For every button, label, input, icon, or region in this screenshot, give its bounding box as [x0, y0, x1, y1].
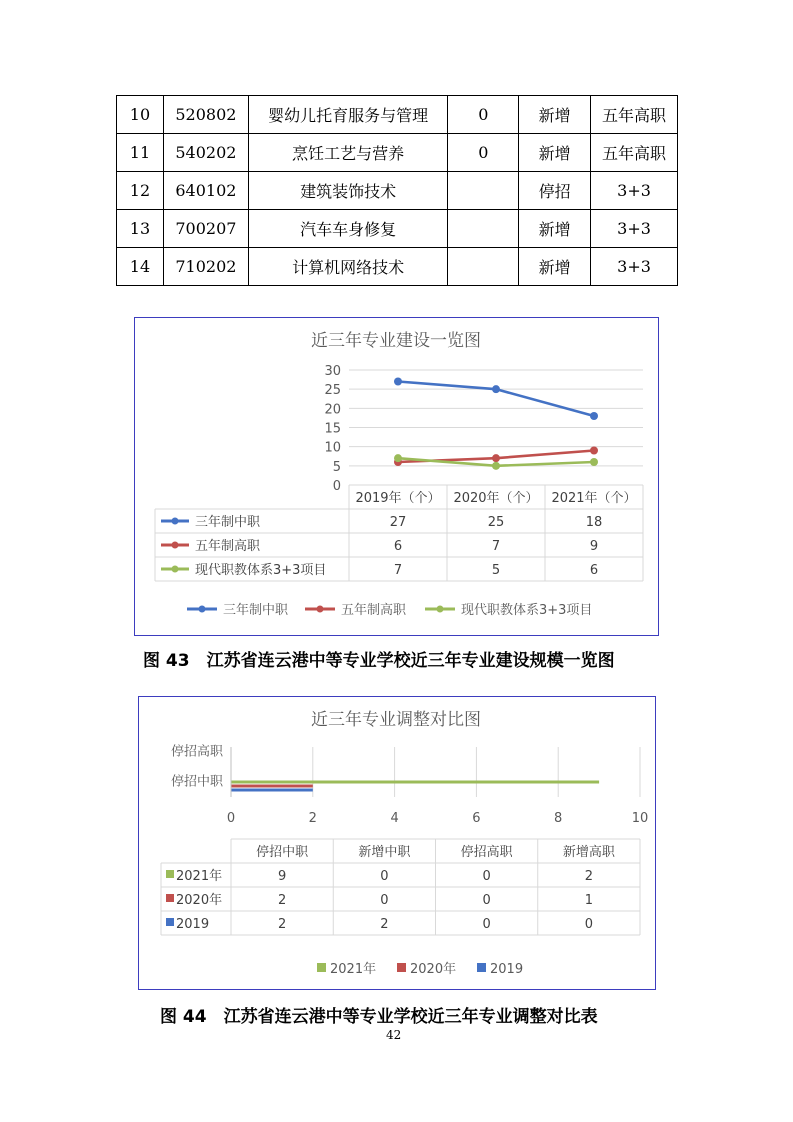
cell-program-type: 五年高职: [591, 96, 678, 134]
data-point: [492, 462, 500, 470]
legend-key-marker: [172, 518, 179, 525]
data-label: 25: [487, 515, 505, 530]
cell-major-name: 烹饪工艺与营养: [248, 134, 448, 172]
cell-major-code: 540202: [163, 134, 248, 172]
data-label: 6: [393, 539, 403, 554]
y-category-label: 停招中职: [170, 774, 223, 790]
legend-swatch: [397, 963, 406, 972]
legend-label: 2021年: [330, 962, 377, 977]
series-name: 2019: [176, 917, 210, 932]
data-label: 2: [584, 869, 594, 884]
y-category-label: 停招高职: [170, 744, 223, 760]
series-name: 现代职教体系3+3项目: [195, 563, 327, 578]
category-label: 2020年（个）: [453, 491, 539, 506]
cell-program-type: 3+3: [591, 248, 678, 286]
x-tick-label: 0: [226, 811, 236, 826]
cell-enrollment: [448, 172, 519, 210]
data-label: 18: [585, 515, 603, 530]
legend-marker: [437, 606, 444, 613]
y-tick-label: 25: [324, 383, 341, 399]
legend-key-marker: [172, 542, 179, 549]
data-label: 7: [491, 539, 501, 554]
data-point: [394, 378, 402, 386]
cell-program-type: 3+3: [591, 210, 678, 248]
legend-label: 2019: [490, 962, 524, 977]
data-label: 0: [482, 893, 491, 908]
cell-program-type: 五年高职: [591, 134, 678, 172]
cell-enrollment: [448, 248, 519, 286]
data-label: 7: [393, 563, 403, 578]
category-label: 2021年（个）: [551, 491, 637, 506]
bar: [231, 789, 313, 792]
cell-major-name: 计算机网络技术: [248, 248, 448, 286]
data-label: 0: [380, 893, 389, 908]
data-label: 2: [277, 917, 287, 932]
data-label: 9: [589, 539, 599, 554]
category-label: 新增高职: [562, 845, 615, 860]
data-label: 27: [389, 515, 407, 530]
chart-title: 近三年专业建设一览图: [311, 331, 481, 351]
data-label: 1: [584, 893, 594, 908]
chart-frame-fig43: [134, 317, 659, 636]
cell-row-index: 11: [117, 134, 164, 172]
series-name: 2021年: [176, 869, 223, 884]
data-point: [492, 385, 500, 393]
cell-change-type: 新增: [519, 210, 591, 248]
table-row: [117, 96, 678, 134]
legend-swatch: [477, 963, 486, 972]
x-tick-label: 6: [472, 811, 481, 826]
cell-enrollment: [448, 210, 519, 248]
cell-change-type: 新增: [519, 96, 591, 134]
data-point: [394, 454, 402, 462]
page-number: 42: [386, 1028, 402, 1042]
legend-label: 三年制中职: [223, 603, 289, 618]
data-label: 2: [380, 917, 389, 932]
chart-frame-fig44: [138, 696, 656, 990]
cell-major-name: 汽车车身修复: [248, 210, 448, 248]
cell-row-index: 14: [117, 248, 164, 286]
cell-row-index: 13: [117, 210, 164, 248]
category-label: 新增中职: [358, 845, 411, 860]
y-tick-label: 20: [324, 402, 341, 418]
x-tick-label: 10: [631, 811, 649, 826]
data-point: [492, 454, 500, 462]
cell-major-code: 710202: [163, 248, 248, 286]
legend-label: 五年制高职: [341, 603, 407, 618]
cell-change-type: 停招: [519, 172, 591, 210]
major-table: [116, 95, 678, 286]
figure-caption-43: 图 43 江苏省连云港中等专业学校近三年专业建设规模一览图: [143, 651, 615, 671]
cell-row-index: 12: [117, 172, 164, 210]
data-label: 5: [491, 563, 501, 578]
series-name: 2020年: [176, 893, 223, 908]
figure-caption-44: 图 44 江苏省连云港中等专业学校近三年专业调整对比表: [160, 1007, 598, 1027]
y-tick-label: 5: [332, 459, 341, 475]
cell-enrollment: 0: [448, 134, 519, 172]
table-row: [117, 248, 678, 286]
series-name: 五年制高职: [195, 539, 261, 554]
chart-data-table: [161, 839, 640, 935]
data-label: 2: [277, 893, 287, 908]
legend-key-swatch: [166, 870, 174, 878]
chart-title: 近三年专业调整对比图: [311, 710, 481, 730]
category-label: 2019年（个）: [355, 491, 441, 506]
cell-major-name: 婴幼儿托育服务与管理: [248, 96, 448, 134]
legend-marker: [199, 606, 206, 613]
cell-major-name: 建筑装饰技术: [248, 172, 448, 210]
cell-change-type: 新增: [519, 248, 591, 286]
y-tick-label: 10: [324, 440, 341, 456]
x-tick-label: 8: [554, 811, 563, 826]
y-tick-label: 15: [324, 421, 341, 437]
legend-swatch: [317, 963, 326, 972]
data-label: 9: [277, 869, 287, 884]
table-row: [117, 134, 678, 172]
line-chart: [135, 318, 657, 634]
data-label: 0: [482, 917, 491, 932]
cell-change-type: 新增: [519, 134, 591, 172]
legend-label: 现代职教体系3+3项目: [461, 603, 593, 618]
data-label: 0: [482, 869, 491, 884]
chart-data-table: [155, 485, 643, 581]
category-label: 停招中职: [256, 845, 309, 860]
bar: [231, 785, 313, 788]
cell-enrollment: 0: [448, 96, 519, 134]
legend-label: 2020年: [410, 962, 457, 977]
cell-major-code: 700207: [163, 210, 248, 248]
y-tick-label: 30: [324, 364, 341, 379]
legend-key-swatch: [166, 894, 174, 902]
y-tick-label: 0: [332, 479, 341, 494]
table-row: [117, 210, 678, 248]
cell-major-code: 520802: [163, 96, 248, 134]
legend-marker: [317, 606, 324, 613]
legend-key-marker: [172, 566, 179, 573]
x-tick-label: 2: [308, 811, 317, 826]
data-point: [590, 458, 598, 466]
bar-chart: [139, 697, 654, 988]
bar: [231, 781, 599, 784]
table-row: [117, 172, 678, 210]
data-point: [590, 447, 598, 455]
cell-row-index: 10: [117, 96, 164, 134]
data-label: 0: [584, 917, 594, 932]
data-label: 6: [589, 563, 599, 578]
category-label: 停招高职: [460, 845, 513, 860]
cell-program-type: 3+3: [591, 172, 678, 210]
series-name: 三年制中职: [195, 515, 261, 530]
data-label: 0: [380, 869, 389, 884]
legend-key-swatch: [166, 918, 174, 926]
x-tick-label: 4: [390, 811, 399, 826]
cell-major-code: 640102: [163, 172, 248, 210]
data-point: [590, 412, 598, 420]
